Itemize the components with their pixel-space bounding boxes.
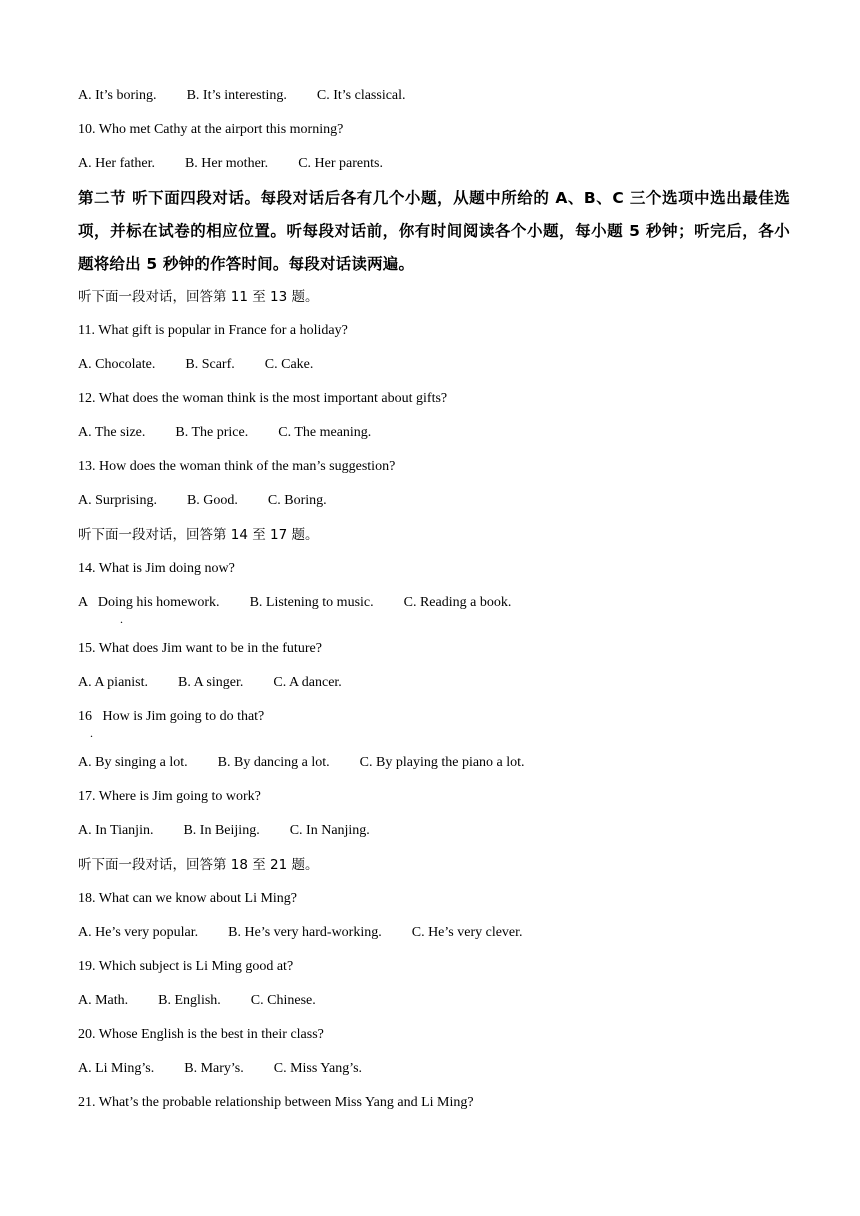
- question: [78, 457, 790, 477]
- answer-option: C. Chinese.: [250, 993, 316, 1008]
- question: [78, 889, 790, 909]
- section-instructions: 第二节 听下面四段对话。每段对话后各有几个小题，从题中所给的 A、B、C 三个选项中选出最佳选项，并标在试卷的相应位置。听每段对话前，你有时间阅读各个小题，每小题 5 秒钟；听完后，各小题将给出 5 秒钟的作答时间。每段对话读两遍。: [78, 189, 790, 273]
- stray-dot: .: [90, 726, 93, 740]
- answer-options: [78, 593, 790, 626]
- question: [78, 321, 790, 341]
- answer-option: A. A pianist.: [78, 675, 149, 690]
- answer-options: [78, 673, 790, 693]
- answer-option: B. Her mother.: [184, 156, 269, 171]
- answer-option: A. By singing a lot.: [78, 755, 188, 770]
- answer-options: [78, 355, 790, 375]
- answer-option: B. Listening to music.: [249, 595, 374, 610]
- answer-options: [78, 923, 790, 943]
- answer-option: B. A singer.: [178, 675, 244, 690]
- question: [78, 120, 790, 140]
- answer-options: [78, 491, 790, 511]
- question: [78, 787, 790, 807]
- question-text: 16 How is Jim going to do that?: [78, 709, 265, 724]
- question: [78, 559, 790, 579]
- answer-option: A. In Tianjin.: [78, 823, 154, 838]
- answer-option: B. English.: [158, 993, 221, 1008]
- exam-page: [78, 86, 790, 1127]
- dialogue-instruction: 听下面一段对话，回答第 14 至 17 题。: [78, 527, 319, 543]
- answer-option: C. Miss Yang’s.: [273, 1061, 363, 1076]
- answer-option: A. It’s boring.: [78, 88, 157, 103]
- question-text: 17. Where is Jim going to work?: [78, 789, 261, 804]
- question-text: 11. What gift is popular in France for a holiday?: [78, 323, 348, 338]
- question-text: 20. Whose English is the best in their class?: [78, 1027, 324, 1042]
- question: [78, 707, 790, 740]
- answer-options: [78, 86, 790, 106]
- question-text: 18. What can we know about Li Ming?: [78, 891, 298, 906]
- answer-option: A. Chocolate.: [78, 357, 156, 372]
- question-text: 12. What does the woman think is the most important about gifts?: [78, 391, 448, 406]
- answer-option: B. Scarf.: [185, 357, 235, 372]
- question: [78, 389, 790, 409]
- answer-options: [78, 821, 790, 841]
- question-text: 21. What’s the probable relationship between Miss Yang and Li Ming?: [78, 1095, 474, 1110]
- answer-option: C. Her parents.: [298, 156, 383, 171]
- answer-option: B. Good.: [186, 493, 238, 508]
- answer-option: B. In Beijing.: [183, 823, 260, 838]
- answer-option: B. The price.: [175, 425, 249, 440]
- question-text: 13. How does the woman think of the man’s suggestion?: [78, 459, 396, 474]
- dialogue-instruction: 听下面一段对话，回答第 11 至 13 题。: [78, 289, 319, 305]
- answer-options: [78, 753, 790, 773]
- question: [78, 957, 790, 977]
- question: [78, 639, 790, 659]
- answer-option: A. The size.: [78, 425, 146, 440]
- answer-options: [78, 154, 790, 174]
- answer-option: A. Li Ming’s.: [78, 1061, 155, 1076]
- answer-option: C. In Nanjing.: [289, 823, 370, 838]
- dialogue-instruction: 听下面一段对话，回答第 18 至 21 题。: [78, 857, 319, 873]
- question: [78, 1025, 790, 1045]
- question-text: 15. What does Jim want to be in the future?: [78, 641, 322, 656]
- question: [78, 1093, 790, 1113]
- answer-option: C. A dancer.: [273, 675, 342, 690]
- answer-option: A. He’s very popular.: [78, 925, 199, 940]
- answer-option: C. Cake.: [264, 357, 314, 372]
- answer-option: C. By playing the piano a lot.: [359, 755, 525, 770]
- answer-options: [78, 991, 790, 1011]
- answer-option: B. By dancing a lot.: [217, 755, 330, 770]
- stray-dot: .: [120, 612, 123, 626]
- answer-option: A. Math.: [78, 993, 129, 1008]
- answer-option: B. He’s very hard-working.: [228, 925, 382, 940]
- answer-options: [78, 423, 790, 443]
- answer-option: A. Surprising.: [78, 493, 157, 508]
- answer-option: C. The meaning.: [278, 425, 372, 440]
- question-text: 10. Who met Cathy at the airport this morning?: [78, 122, 344, 137]
- answer-option: B. It’s interesting.: [186, 88, 287, 103]
- answer-option: C. Reading a book.: [403, 595, 512, 610]
- answer-option: A. Her father.: [78, 156, 155, 171]
- question-text: 14. What is Jim doing now?: [78, 561, 235, 576]
- answer-option: C. It’s classical.: [316, 88, 406, 103]
- answer-options: [78, 1059, 790, 1079]
- answer-option: A Doing his homework.: [78, 595, 220, 610]
- answer-option: C. He’s very clever.: [411, 925, 523, 940]
- answer-option: C. Boring.: [267, 493, 327, 508]
- answer-option: B. Mary’s.: [184, 1061, 244, 1076]
- question-text: 19. Which subject is Li Ming good at?: [78, 959, 294, 974]
